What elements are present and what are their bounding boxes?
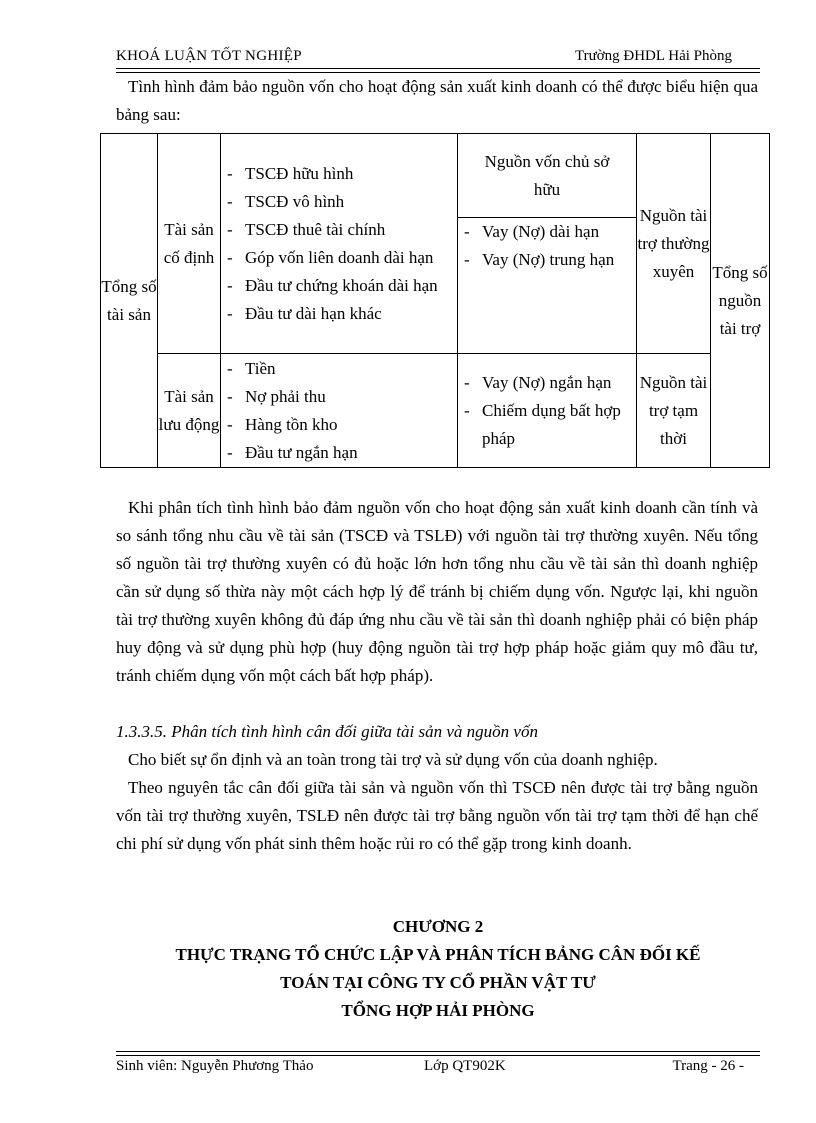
list-item: - TSCĐ thuê tài chính: [221, 216, 457, 244]
list-item: - Nợ phải thu: [221, 383, 457, 411]
section-heading: 1.3.3.5. Phân tích tình hình cân đối giữa tài sản và nguồn vốn: [116, 722, 538, 741]
footer-divider: [116, 1051, 760, 1056]
list-item: - Chiếm dụng bất hợp pháp: [458, 397, 636, 453]
list-item: - Vay (Nợ) dài hạn: [458, 218, 636, 246]
current-assets-label: Tài sản lưu động: [158, 354, 221, 468]
list-item: - TSCĐ hữu hình: [221, 160, 457, 188]
chapter-title-line-2: TOÁN TẠI CÔNG TY CỔ PHẦN VẬT TƯ: [280, 973, 596, 992]
list-item: - Đầu tư ngắn hạn: [221, 439, 457, 467]
page-header: [116, 48, 760, 68]
chapter-number: CHƯƠNG 2: [392, 917, 484, 936]
list-item: - Vay (Nợ) trung hạn: [458, 246, 636, 274]
temporary-finance-cell: Nguồn tài trợ tạm thời: [637, 354, 711, 468]
permanent-finance-cell: Nguồn tài trợ thường xuyên: [637, 134, 711, 354]
footer-page-number: Trang - 26 -: [672, 1058, 744, 1074]
list-item: - Tiền: [221, 355, 457, 383]
list-item: - Hàng tồn kho: [221, 411, 457, 439]
list-item: - Vay (Nợ) ngắn hạn: [458, 369, 636, 397]
footer-class: Lớp QT902K: [424, 1058, 506, 1074]
header-university: Trường ĐHDL Hải Phòng: [574, 48, 732, 64]
list-item: - Đầu tư dài hạn khác: [221, 300, 457, 328]
current-assets-items: [221, 354, 458, 468]
footer-student: Sinh viên: Nguyễn Phương Thảo: [116, 1058, 314, 1074]
funding-table: [100, 133, 770, 468]
equity-cell: Nguồn vốn chủ sở hữu: [458, 134, 637, 218]
principle-paragraph: Theo nguyên tắc cân đối giữa tài sản và nguồn vốn thì TSCĐ nên được tài trợ bằng nguồn vốn tài trợ thường xuyên, TSLĐ nên được tài trợ bằng nguồn vốn tài trợ tạm thời để hạn chế chi phí sử dụng vốn phát sinh thêm hoặc rủi ro có thể gặp trong kinh doanh.: [116, 778, 758, 853]
long-term-loans-cell: [458, 218, 637, 354]
chapter-title-line-1: THỰC TRẠNG TỔ CHỨC LẬP VÀ PHÂN TÍCH BẢNG CÂN ĐỐI KẾ: [175, 945, 701, 964]
short-term-loans-cell: [458, 354, 637, 468]
total-finance-cell: Tổng số nguồn tài trợ: [711, 134, 770, 468]
list-item: - TSCĐ vô hình: [221, 188, 457, 216]
header-thesis-label: KHOÁ LUẬN TỐT NGHIỆP: [116, 48, 302, 64]
analysis-paragraph: Khi phân tích tình hình bảo đảm nguồn vốn cho hoạt động sản xuất kinh doanh cần tính và so sánh tổng nhu cầu về tài sản (TSCĐ và TSLĐ) với nguồn tài trợ thường xuyên. Nếu tổng số nguồn tài trợ thường xuyên có đủ hoặc lớn hơn tổng nhu cầu về tài sản thì doanh nghiệp cần sử dụng số thừa này một cách hợp lý để tránh bị chiếm dụng vốn. Ngược lại, khi nguồn tài trợ thường xuyên không đủ đáp ứng nhu cầu về tài sản thì doanh nghiệp phải có biện pháp huy động và sử dụng phù hợp (huy động nguồn tài trợ hợp pháp hoặc giảm quy mô đầu tư, tránh chiếm dụng vốn một cách bất hợp pháp).: [116, 498, 758, 685]
section-intro-paragraph: Cho biết sự ổn định và an toàn trong tài trợ và sử dụng vốn của doanh nghiệp.: [128, 750, 658, 769]
total-assets-cell: Tổng số tài sản: [101, 134, 158, 468]
chapter-title-line-3: TỔNG HỢP HẢI PHÒNG: [341, 1001, 535, 1020]
list-item: - Đầu tư chứng khoán dài hạn: [221, 272, 457, 300]
list-item: - Góp vốn liên doanh dài hạn: [221, 244, 457, 272]
fixed-assets-label: Tài sản cố định: [158, 134, 221, 354]
intro-paragraph: Tình hình đảm bảo nguồn vốn cho hoạt động sản xuất kinh doanh có thể được biểu hiện qua bảng sau:: [116, 77, 758, 124]
fixed-assets-items: [221, 134, 458, 354]
